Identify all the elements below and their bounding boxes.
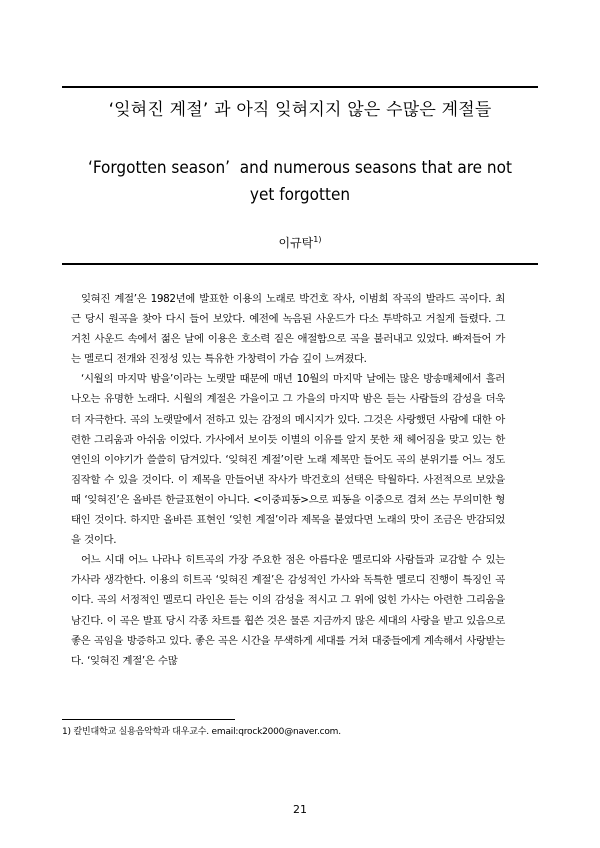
title-english-line1: ‘Forgotten season’ and numerous seasons that are not bbox=[88, 158, 512, 178]
paragraph: ‘시월의 마지막 밤을’이라는 노랫말 때문에 매년 10월의 마지막 날에는 많은 방송매체에서 흘러나오는 유명한 노래다. 시월의 계절은 가을이고 그 가을의 마지막 밤은 듣는 사람들의 감성을 더욱더 자극한다. 곡의 노랫말에서 전하고 있는 감정의 메시지가 있다. 그것은 사랑했던 사람에 대한 아련한 그리움과 아쉬움 이었다. 가사에서 보이듯 이별의 이유를 알지 못한 채 헤어짐을 맞고 있는 한 연인의 이야기가 쓸쓸히 담겨있다. ‘잊혀진 계절’이란 노래 제목만 들어도 곡의 분위기를 어느 정도 짐작할 수 있을 것이다. 이 제목을 만들어낸 작사가 박건호의 선택은 탁월하다. 사전적으로 보았을 때 ‘잊혀진’은 올바른 한글표현이 아니다. <이중피동>으로 피동을 이중으로 겹쳐 쓰는 무의미한 형태인 것이다. 하지만 올바른 표현인 ‘잊힌 계절’이라 제목을 붙였다면 노래의 맛이 조금은 반감되었을 것이다. bbox=[71, 373, 505, 547]
footnote: 1) 칼빈대학교 실용음악학과 대우교수. email:qrock2000@naver.com. bbox=[62, 727, 341, 737]
body-text bbox=[71, 289, 505, 671]
title-korean: ‘잊혀진 계절’ 과 아직 잊혀지지 않은 수많은 계절들 bbox=[108, 100, 492, 120]
title-english bbox=[62, 155, 538, 209]
title-english-line2: yet forgotten bbox=[249, 185, 351, 205]
header-rule bbox=[62, 263, 538, 265]
footnote-rule bbox=[62, 719, 235, 720]
top-rule bbox=[62, 86, 538, 88]
author-name: 이규탁 bbox=[278, 236, 314, 250]
author-footnote-mark: 1) bbox=[313, 235, 322, 244]
author bbox=[62, 232, 538, 251]
paragraph: 잊혀진 계절’은 1982년에 발표한 이용의 노래로 박건호 작사, 이범희 작곡의 발라드 곡이다. 최근 당시 원곡을 찾아 다시 들어 보았다. 예전에 녹음된 사운드가 다소 투박하고 거칠게 들렸다. 그 거친 사운드 속에서 젊은 날에 이용은 호소력 짙은 애절함으로 곡을 불러내고 있었다. 빠져들어 가는 멜로디 전개와 진정성 있는 특유한 가창력이 가슴 깊이 느껴졌다. bbox=[71, 293, 505, 366]
paragraph: 어느 시대 어느 나라나 히트곡의 가장 주요한 점은 아름다운 멜로디와 사람들과 교감할 수 있는 가사라 생각한다. 이용의 히트곡 ‘잊혀진 계절’은 감성적인 가사와 독특한 멜로디 진행이 특징인 곡이다. 곡의 서정적인 멜로디 라인은 듣는 이의 감성을 적시고 그 위에 얹힌 가사는 아련한 그리움을 남긴다. 이 곡은 발표 당시 각종 차트를 휩쓴 것은 물론 지금까지 많은 세대의 사랑을 받고 있음으로 좋은 곡임을 방증하고 있다. 좋은 곡은 시간을 무색하게 세대를 거쳐 대중들에게 계속해서 사랑받는다. ‘잊혀진 계절’은 수많 bbox=[71, 554, 505, 667]
page-number: 21 bbox=[293, 803, 307, 816]
